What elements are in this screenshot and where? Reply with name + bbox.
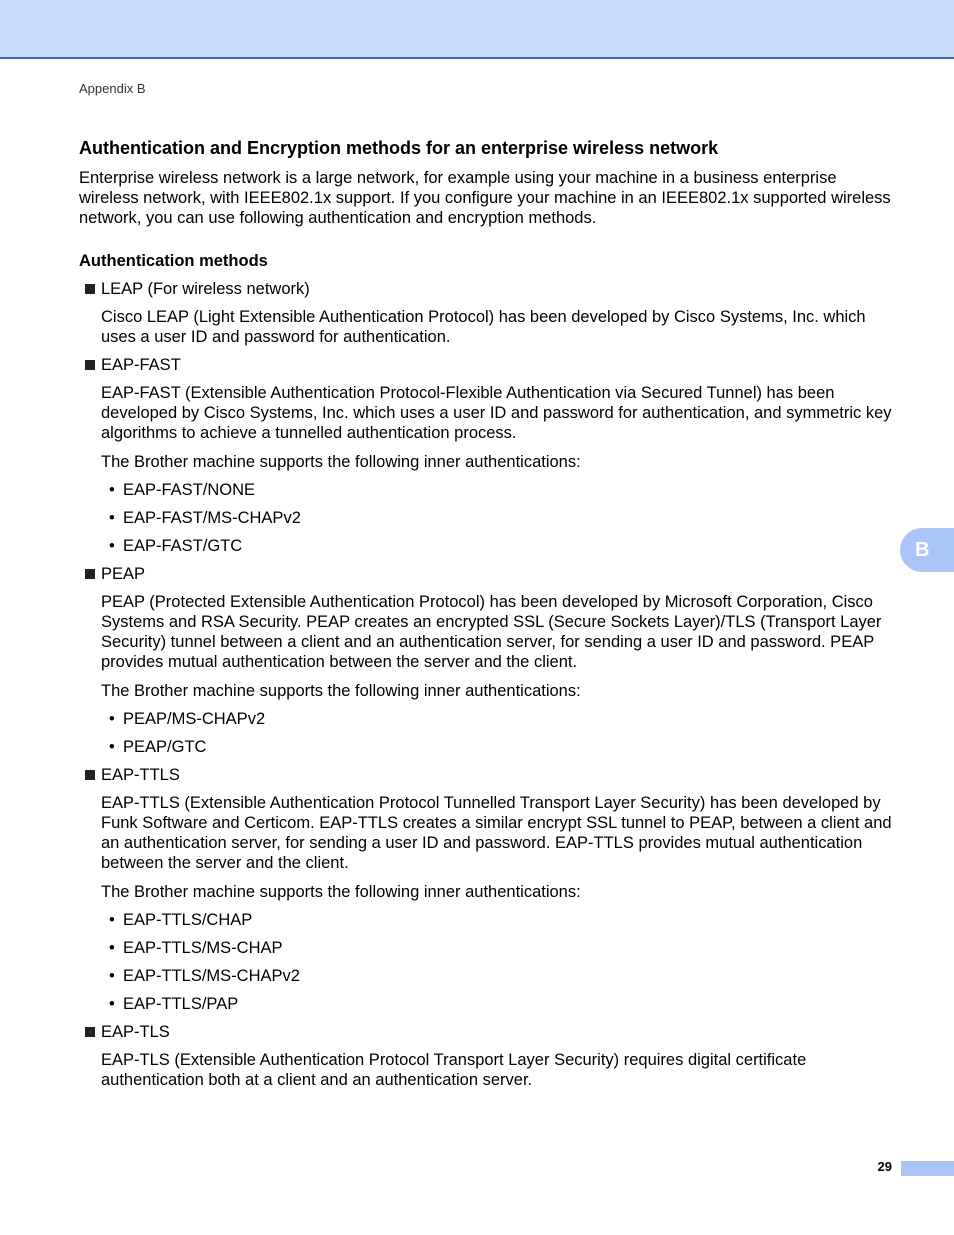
method-title	[79, 279, 894, 299]
method-description: EAP-TTLS (Extensible Authentication Protocol Tunnelled Transport Layer Security) has been developed by Funk Software and Certicom. EAP-TTLS creates a similar encrypt SSL tunnel to PEAP, between a client and an authentication server, for sending a user ID and password. EAP-TTLS provides mutual authentication between the server and the client.	[101, 793, 892, 873]
list-item	[101, 480, 894, 500]
inner-auth-intro: The Brother machine supports the following inner authentications:	[101, 681, 581, 700]
bullet-dot-icon: •	[109, 938, 115, 957]
list-item-text: EAP-FAST/NONE	[123, 480, 256, 499]
method-title-text: EAP-FAST	[101, 356, 181, 375]
list-item-text: EAP-TTLS/MS-CHAPv2	[123, 966, 300, 985]
bullet-dot-icon: •	[109, 536, 115, 555]
method-title-text: EAP-TTLS	[101, 765, 180, 784]
list-item-text: PEAP/GTC	[123, 737, 207, 756]
method-eap-fast	[79, 355, 894, 556]
inner-auth-list	[79, 910, 894, 1014]
square-bullet-icon	[85, 1027, 95, 1037]
list-item	[101, 966, 894, 986]
page-number: 29	[877, 1159, 892, 1174]
bullet-dot-icon: •	[109, 994, 115, 1013]
list-item	[101, 910, 894, 930]
method-title	[79, 564, 894, 584]
subsection-heading: Authentication methods	[79, 251, 268, 270]
inner-auth-intro: The Brother machine supports the following inner authentications:	[101, 882, 581, 901]
method-description: Cisco LEAP (Light Extensible Authentication Protocol) has been developed by Cisco Systems, Inc. which uses a user ID and password for authentication.	[101, 307, 866, 346]
square-bullet-icon	[85, 569, 95, 579]
bullet-dot-icon: •	[109, 966, 115, 985]
bullet-dot-icon: •	[109, 910, 115, 929]
list-item	[101, 994, 894, 1014]
bullet-dot-icon: •	[109, 709, 115, 728]
method-title	[79, 1022, 894, 1042]
square-bullet-icon	[85, 284, 95, 294]
list-item-text: EAP-TTLS/PAP	[123, 994, 239, 1013]
section-intro: Enterprise wireless network is a large network, for example using your machine in a business enterprise wireless network, with IEEE802.1x support. If you configure your machine in an IEEE802.1x supported wireless network, you can use following authentication and encryption methods.	[79, 169, 891, 228]
method-eap-tls	[79, 1022, 894, 1090]
section-heading: Authentication and Encryption methods for an enterprise wireless network	[79, 138, 719, 158]
list-item-text: EAP-TTLS/MS-CHAP	[123, 938, 283, 957]
list-item	[101, 536, 894, 556]
square-bullet-icon	[85, 360, 95, 370]
method-title	[79, 765, 894, 785]
method-body	[79, 592, 894, 701]
method-leap	[79, 279, 894, 347]
list-item-text: EAP-FAST/GTC	[123, 536, 243, 555]
running-head: Appendix B	[79, 81, 146, 96]
list-item-text: EAP-FAST/MS-CHAPv2	[123, 508, 301, 527]
method-description: PEAP (Protected Extensible Authentication Protocol) has been developed by Microsoft Corporation, Cisco Systems and RSA Security. PEAP creates an encrypted SSL (Secure Sockets Layer)/TLS (Transport Layer Security) tunnel between a client and an authentication server, for sending a user ID and password. PEAP provides mutual authentication between the server and the client.	[101, 592, 882, 672]
appendix-side-tab: B	[900, 528, 954, 572]
square-bullet-icon	[85, 770, 95, 780]
method-description: EAP-TLS (Extensible Authentication Protocol Transport Layer Security) requires digital certificate authentication both at a client and an authentication server.	[101, 1050, 807, 1090]
inner-auth-list	[79, 709, 894, 757]
page-content	[79, 137, 894, 1098]
list-item-text: PEAP/MS-CHAPv2	[123, 709, 266, 728]
list-item	[101, 938, 894, 958]
method-title	[79, 355, 894, 375]
method-title-text: PEAP	[101, 564, 146, 583]
list-item-text: EAP-TTLS/CHAP	[123, 910, 253, 929]
inner-auth-intro: The Brother machine supports the following inner authentications:	[101, 452, 581, 471]
page-number-bar	[901, 1161, 954, 1176]
list-item	[101, 709, 894, 729]
list-item	[101, 737, 894, 757]
list-item	[101, 508, 894, 528]
method-title-text: EAP-TLS	[101, 1022, 170, 1041]
bullet-dot-icon: •	[109, 737, 115, 756]
method-description: EAP-FAST (Extensible Authentication Protocol-Flexible Authentication via Secured Tunnel) has been developed by Cisco Systems, Inc. which uses a user ID and password for authentication, and symmetric key algorithms to achieve a tunnelled authentication process.	[101, 384, 892, 443]
method-body	[79, 1050, 894, 1090]
method-title-text: LEAP (For wireless network)	[101, 279, 310, 298]
method-body	[79, 793, 894, 902]
bullet-dot-icon: •	[109, 480, 115, 499]
method-body	[79, 383, 894, 472]
bullet-dot-icon: •	[109, 508, 115, 527]
method-eap-ttls	[79, 765, 894, 1014]
method-peap	[79, 564, 894, 757]
inner-auth-list	[79, 480, 894, 556]
method-body	[79, 307, 894, 347]
header-band	[0, 0, 954, 59]
